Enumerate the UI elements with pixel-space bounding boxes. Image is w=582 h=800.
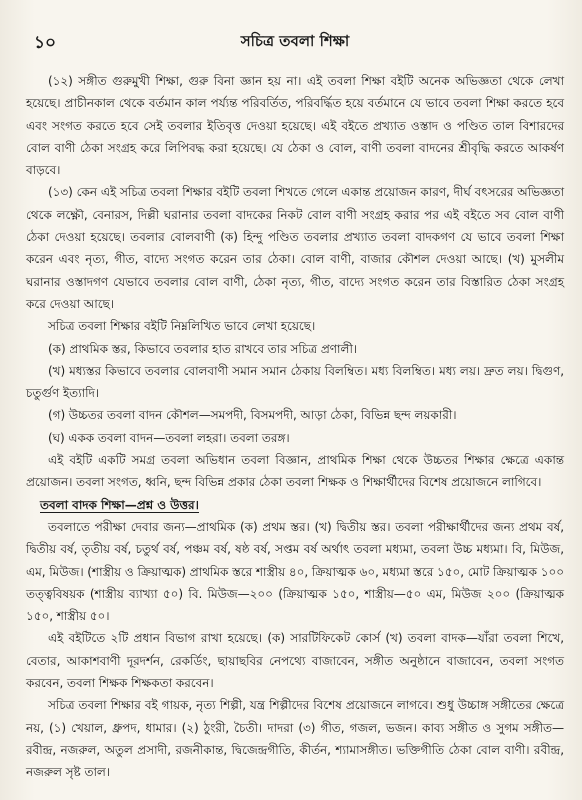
- paragraph-usage: সচিত্র তবলা শিক্ষার বই গায়ক, নৃত্য শিল্পী, যন্ত্র শিল্পীদের বিশেষ প্রয়োজনে লাগবে। শুধু উচ্চাঙ্গ সঙ্গীতের ক্ষেত্রে নয়, (১) খেয়াল, ধ্রুপদ, ধামার। (২) ঠুংরী, চৈতী। দাদরা (৩) গীত, গজল, ভজন। কাব্য সঙ্গীত ও সুগম সঙ্গীত—রবীন্দ্র, নজরুল, অতুল প্রসাদী, রজনীকান্ত, দ্বিজেন্দ্রগীতি, কীর্তন, শ্যামাসঙ্গীত। ভক্তিগীতি ঠেকা বোল বাণী। রবীন্দ্র, নজরুল সৃষ্ট তাল।: [26, 698, 564, 780]
- section-heading-text: তবলা বাদক শিক্ষা—প্রশ্ন ও উত্তর।: [40, 497, 199, 512]
- page-header: [26, 30, 564, 58]
- paragraph-divisions: এই বইটিতে ২টি প্রধান বিভাগ রাখা হয়েছে। (ক) সারটিফিকেট কোর্স (খ) তবলা বাদক—যাঁরা তবলা শিখে, বেতার, আকাশবাণী দূরদর্শন, রেকর্ডিং, ছায়াছবির নেপথ্যে বাজাবেন, সঙ্গীত অনুষ্ঠানে বাজাবেন, তবলা সংগত করবেন, তবলা শিক্ষক শিক্ষকতা করবেন।: [26, 631, 564, 691]
- list-item-gha: (ঘ) একক তবলা বাদন—তবলা লহরা। তবলা তরঙ্গ।: [48, 430, 290, 445]
- page-number: ১০: [34, 33, 57, 53]
- paragraph-exams: তবলাতে পরীক্ষা দেবার জন্য—প্রাথমিক (ক) প্রথম স্তর। (খ) দ্বিতীয় স্তর। তবলা পরীক্ষার্থীদের জন্য প্রথম বর্ষ, দ্বিতীয় বর্ষ, তৃতীয় বর্ষ, চতুর্থ বর্ষ, পঞ্চম বর্ষ, ষষ্ঠ বর্ষ, সপ্তম বর্ষ অর্থাৎ তবলা মধ্যমা, তবলা উচ্চ মধ্যমা। বি, মিউজ, এম, মিউজ। (শাস্ত্রীয় ও ক্রিয়াত্মক) প্রাথমিক স্তরে শাস্ত্রীয় ৪০, ক্রিয়াত্মক ৬০, মধ্যমা স্তরে ১৫০, মোট ক্রিয়াত্মক ১০০ তত্ত্ববিষয়ক (শাস্ত্রীয় ব্যাখ্যা ৫০) বি. মিউজ—২০০ (ক্রিয়াত্মক ১৫০, শাস্ত্রীয়—৫০ এম, মিউজ ২০০ (ক্রিয়াত্মক ১৫০, শাস্ত্রীয় ৫০।: [26, 519, 564, 624]
- body-text: [26, 70, 564, 784]
- list-item-ka: (ক) প্রাথমিক স্তর, কিভাবে তবলার হাত রাখবে তার সচিত্র প্রণালী।: [48, 341, 358, 356]
- list-item-ga: (গ) উচ্চতর তবলা বাদন কৌশল—সমপদী, বিসমপদী, আড়া ঠেকা, বিভিন্ন ছন্দ লয়কারী।: [48, 408, 457, 423]
- paragraph-12: (১২) সঙ্গীত গুরুমুখী শিক্ষা, গুরু বিনা জ্ঞান হয় না। এই তবলা শিক্ষা বইটি অনেক অভিজ্ঞতা থেকে লেখা হয়েছে। প্রাচীনকাল থেকে বর্তমান কাল পর্য্যন্ত পরিবর্তিত, পরিবর্দ্ধিত হয়ে বর্তমানে যে ভাবে তবলা শিক্ষা করতে হবে এবং সংগত করতে হবে সেই তবলার ইতিবৃত্ত দেওয়া হয়েছে। এই বইতে প্রখ্যাত ওস্তাদ ও পণ্ডিত তাল বিশারদের বোল বাণী ঠেকা সংগ্রহ করে লিপিবদ্ধ করা হয়েছে। যে ঠেকা ও বোল, বাণী তবলা বাদনের শ্রীবৃদ্ধি করতে আকর্ষণ বাড়বে।: [26, 74, 564, 178]
- paragraph-dictionary: এই বইটি একটি সমগ্র তবলা অভিধান তবলা বিজ্ঞান, প্রাথমিক শিক্ষা থেকে উচ্চতর শিক্ষার ক্ষেত্রে একান্ত প্রয়োজন। তবলা সংগত, ধ্বনি, ছন্দ বিভিন্ন প্রকার ঠেকা তবলা শিক্ষক ও শিক্ষার্থীদের বিশেষ প্রয়োজনে লাগিবে।: [26, 453, 564, 490]
- paragraph-13: (১৩) কেন এই সচিত্র তবলা শিক্ষার বইটি তবলা শিখতে গেলে একান্ত প্রয়োজন কারণ, দীর্ঘ বৎসরের অভিজ্ঞতা থেকে লক্ষ্ণৌ, বেনারস, দিল্লী ঘরানার তবলা বাদকের নিকট বোল বাণী সংগ্রহ করার পর এই বইতে সব বোল বাণী ঠেকা দেওয়া হয়েছে। তবলার বোলবাণী (ক) হিন্দু পণ্ডিত তবলার প্রখ্যাত তবলা বাদকগণ যে ভাবে তবলা শিক্ষা করেন এবং নৃত্য, গীত, বাদ্যে সংগত করেন তার ঠেকা। বোল বাণী, বাজার কৌশল দেওয়া আছে। (খ) মুসলীম ঘরানার ওস্তাদগণ যেভাবে তবলার বোল বাণী, ঠেকা নৃত্য, গীত, বাদ্যে সংগত করেন তার বিস্তারিত ঠেকা সংগ্রহ করে দেওয়া আছে।: [26, 185, 564, 311]
- paragraph-structure-intro: সচিত্র তবলা শিক্ষার বইটি নিম্নলিখিত ভাবে লেখা হয়েছে।: [48, 319, 316, 334]
- running-title: সচিত্র তবলা শিক্ষা: [240, 32, 350, 50]
- section-heading: [26, 494, 564, 516]
- list-item-kha: (খ) মধ্যস্তর কিভাবে তবলার বোলবাণী সমান সমান ঠেকায় বিলম্বিত। মধ্য বিলম্বিত। মধ্য লয়। দ্রুত লয়। দ্বিগুণ, চতুর্গুণ ইত্যাদি।: [26, 363, 564, 401]
